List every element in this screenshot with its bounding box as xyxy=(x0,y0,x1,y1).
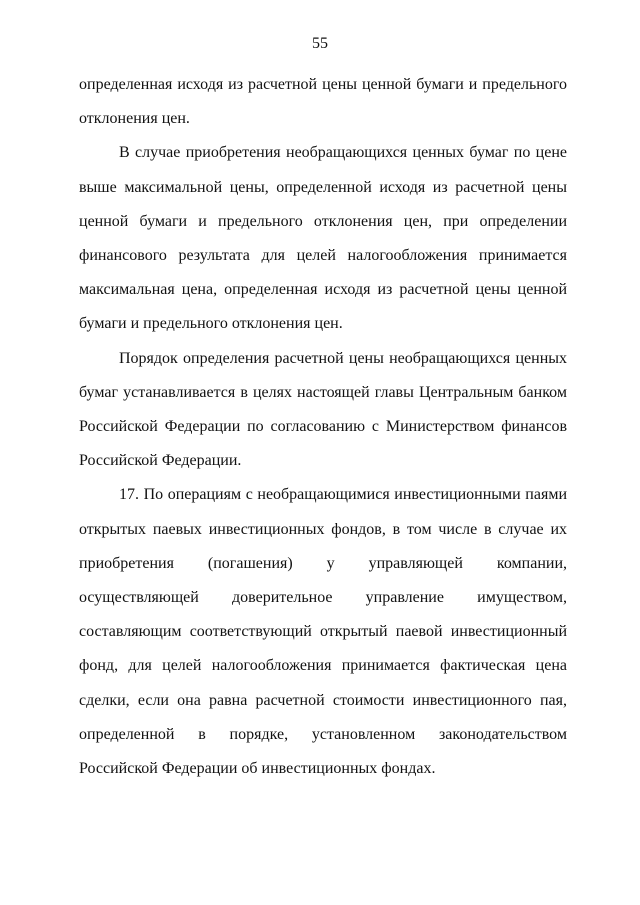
paragraph-item-17: 17. По операциям с необращающимися инвестиционными паями открытых паевых инвестиционных фондов, в том числе в случае их приобретения (погашения) у управляющей компании, осуществляющей доверительное управление имуществом, составляющим соответствующий открытый паевой инвестиционный фонд, для целей налогообложения принимается фактическая цена сделки, если она равна расчетной стоимости инвестиционного пая, определенной в порядке, установленном законодательством Российской Федерации об инвестиционных фондах. xyxy=(79,486,567,778)
document-body xyxy=(79,68,567,786)
paragraph-continuation: определенная исходя из расчетной цены ценной бумаги и предельного отклонения цен. xyxy=(79,76,567,128)
page-number: 55 xyxy=(312,35,328,52)
paragraph-purchase-above-max-price: В случае приобретения необращающихся ценных бумаг по цене выше максимальной цены, определенной исходя из расчетной цены ценной бумаги и предельного отклонения цен, при определении финансового результата для целей налогообложения принимается максимальная цена, определенная исходя из расчетной цены ценной бумаги и предельного отклонения цен. xyxy=(79,144,567,333)
paragraph-calculation-procedure: Порядок определения расчетной цены необращающихся ценных бумаг устанавливается в целях настоящей главы Центральным банком Российской Федерации по согласованию с Министерством финансов Российской Федерации. xyxy=(79,349,567,470)
